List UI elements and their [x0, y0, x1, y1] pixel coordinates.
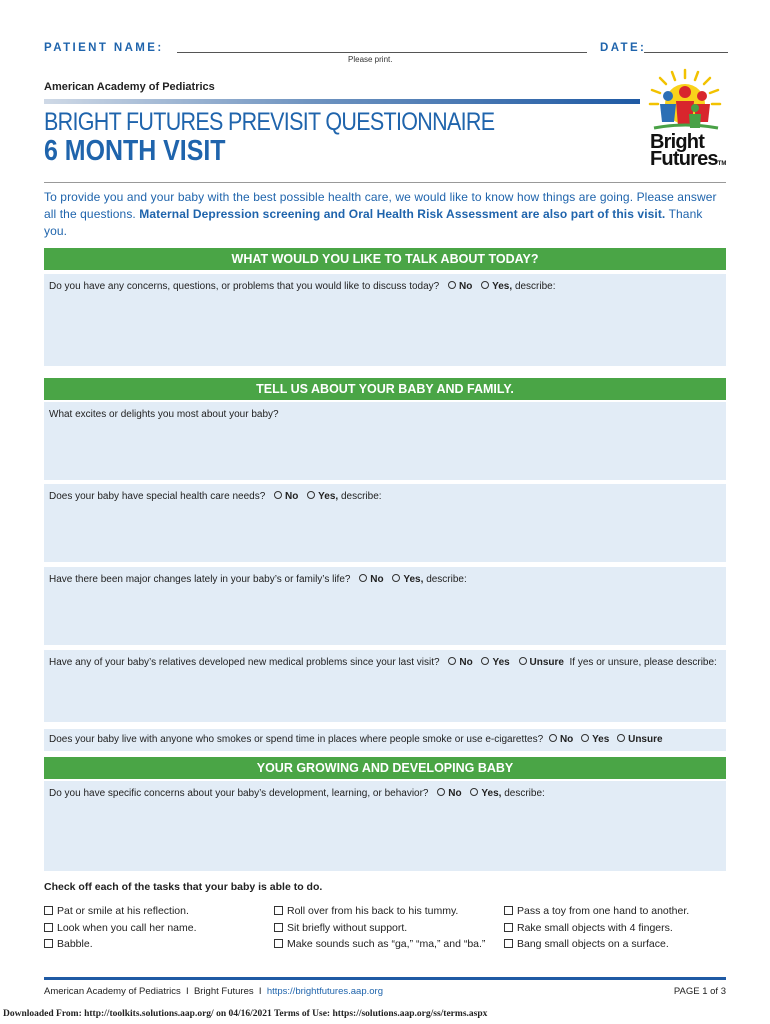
checkbox-icon[interactable] [274, 906, 283, 915]
date-field[interactable] [644, 52, 728, 53]
task-item[interactable]: Look when you call her name. [44, 920, 197, 937]
logo-wordmark [650, 131, 727, 173]
radio-icon[interactable] [581, 734, 589, 742]
task-item[interactable]: Rake small objects with 4 fingers. [504, 920, 689, 937]
checkbox-icon[interactable] [44, 939, 53, 948]
major-changes-question: Have there been major changes lately in your baby’s or family’s life? [49, 574, 351, 585]
special-needs-yes-option[interactable]: Yes, describe: [301, 491, 381, 502]
checkbox-icon[interactable] [504, 906, 513, 915]
visit-title: 6 MONTH VISIT [44, 135, 226, 167]
radio-icon[interactable] [481, 281, 489, 289]
delights-question: What excites or delights you most about your baby? [49, 409, 279, 420]
concerns-no-option[interactable]: No [442, 281, 472, 292]
development-no-option[interactable]: No [431, 788, 461, 799]
date-label: DATE: [600, 42, 647, 54]
smoke-no-option[interactable]: No [546, 734, 573, 745]
radio-icon[interactable] [448, 657, 456, 665]
development-yes-option[interactable]: Yes, describe: [464, 788, 544, 799]
radio-icon[interactable] [448, 281, 456, 289]
radio-icon[interactable] [481, 657, 489, 665]
checkbox-icon[interactable] [44, 906, 53, 915]
relatives-describe-note: If yes or unsure, please describe: [569, 657, 717, 668]
patient-name-field[interactable] [177, 52, 587, 53]
section-header-talk-today: WHAT WOULD YOU LIKE TO TALK ABOUT TODAY? [44, 248, 726, 270]
special-needs-question: Does your baby have special health care needs? [49, 491, 266, 502]
radio-icon[interactable] [470, 788, 478, 796]
tasks-column-1 [44, 903, 197, 953]
task-item[interactable]: Make sounds such as “ga,” “ma,” and “ba.” [274, 936, 485, 953]
major-changes-answer-box[interactable] [44, 567, 726, 645]
radio-icon[interactable] [359, 574, 367, 582]
tasks-column-3 [504, 903, 689, 953]
intro-text-2: Thank you. [44, 207, 703, 238]
concerns-yes-option[interactable]: Yes, describe: [475, 281, 555, 292]
delights-answer-box[interactable] [44, 402, 726, 480]
page-number: PAGE 1 of 3 [673, 986, 726, 997]
download-note: Downloaded From: http://toolkits.solutions.aap.org/ on 04/16/2021 Terms of Use: https://solutions.aap.org/ss/terms.aspx [3, 1009, 488, 1019]
radio-icon[interactable] [307, 491, 315, 499]
org-divider [44, 99, 640, 104]
logo-word-futures: Futures [650, 148, 718, 170]
section-header-baby-family: TELL US ABOUT YOUR BABY AND FAMILY. [44, 378, 726, 400]
section-header-growing: YOUR GROWING AND DEVELOPING BABY [44, 757, 726, 779]
radio-icon[interactable] [274, 491, 282, 499]
relatives-unsure-option[interactable]: Unsure [513, 657, 564, 668]
intro-text-1: To provide you and your baby with the best possible health care, we would like to know how things are going. Please answer all the questions. [44, 190, 717, 221]
task-item[interactable]: Pass a toy from one hand to another. [504, 903, 689, 920]
major-changes-no-option[interactable]: No [353, 574, 383, 585]
relatives-no-option[interactable]: No [442, 657, 472, 668]
checkbox-icon[interactable] [504, 923, 513, 932]
development-question: Do you have specific concerns about your baby’s development, learning, or behavior? [49, 788, 429, 799]
relatives-medical-question: Have any of your baby’s relatives developed new medical problems since your last visit? [49, 657, 440, 668]
task-item[interactable]: Bang small objects on a surface. [504, 936, 689, 953]
footer-credits [44, 986, 383, 997]
radio-icon[interactable] [437, 788, 445, 796]
relatives-medical-answer-box[interactable] [44, 650, 726, 722]
task-item[interactable]: Roll over from his back to his tummy. [274, 903, 485, 920]
smoke-question: Does your baby live with anyone who smokes or spend time in places where people smoke or use e-cigarettes? [49, 734, 544, 745]
tasks-column-2 [274, 903, 485, 953]
radio-icon[interactable] [519, 657, 527, 665]
checkbox-icon[interactable] [274, 923, 283, 932]
task-item[interactable]: Pat or smile at his reflection. [44, 903, 197, 920]
smoke-answer-box[interactable] [44, 729, 726, 751]
special-needs-no-option[interactable]: No [268, 491, 298, 502]
task-item[interactable]: Babble. [44, 936, 197, 953]
radio-icon[interactable] [617, 734, 625, 742]
footer-org: American Academy of Pediatrics I Bright Futures I [44, 986, 267, 997]
smoke-yes-option[interactable]: Yes [576, 734, 609, 745]
concerns-question: Do you have any concerns, questions, or problems that you would like to discuss today? [49, 281, 440, 292]
relatives-yes-option[interactable]: Yes [475, 657, 509, 668]
patient-name-label: PATIENT NAME: [44, 42, 164, 54]
development-answer-box[interactable] [44, 781, 726, 871]
logo-word-bright: Bright [650, 131, 705, 153]
title-divider [44, 182, 726, 183]
footer-link[interactable]: https://brightfutures.aap.org [266, 986, 383, 997]
smoke-unsure-option[interactable]: Unsure [612, 734, 662, 745]
org-name: American Academy of Pediatrics [44, 81, 215, 93]
concerns-answer-box[interactable] [44, 274, 726, 366]
checkbox-icon[interactable] [44, 923, 53, 932]
page-title: BRIGHT FUTURES PREVISIT QUESTIONNAIRE [44, 108, 495, 136]
intro-bold: Maternal Depression screening and Oral Health Risk Assessment are also part of this visit. [139, 207, 666, 221]
radio-icon[interactable] [392, 574, 400, 582]
radio-icon[interactable] [549, 734, 557, 742]
logo-tm: TM [717, 161, 727, 167]
please-print-note: Please print. [348, 55, 393, 64]
task-item[interactable]: Sit briefly without support. [274, 920, 485, 937]
intro-paragraph [44, 189, 728, 240]
footer-divider [44, 977, 726, 980]
special-needs-answer-box[interactable] [44, 484, 726, 562]
tasks-heading: Check off each of the tasks that your baby is able to do. [44, 881, 323, 893]
checkbox-icon[interactable] [504, 939, 513, 948]
major-changes-yes-option[interactable]: Yes, describe: [386, 574, 466, 585]
checkbox-icon[interactable] [274, 939, 283, 948]
